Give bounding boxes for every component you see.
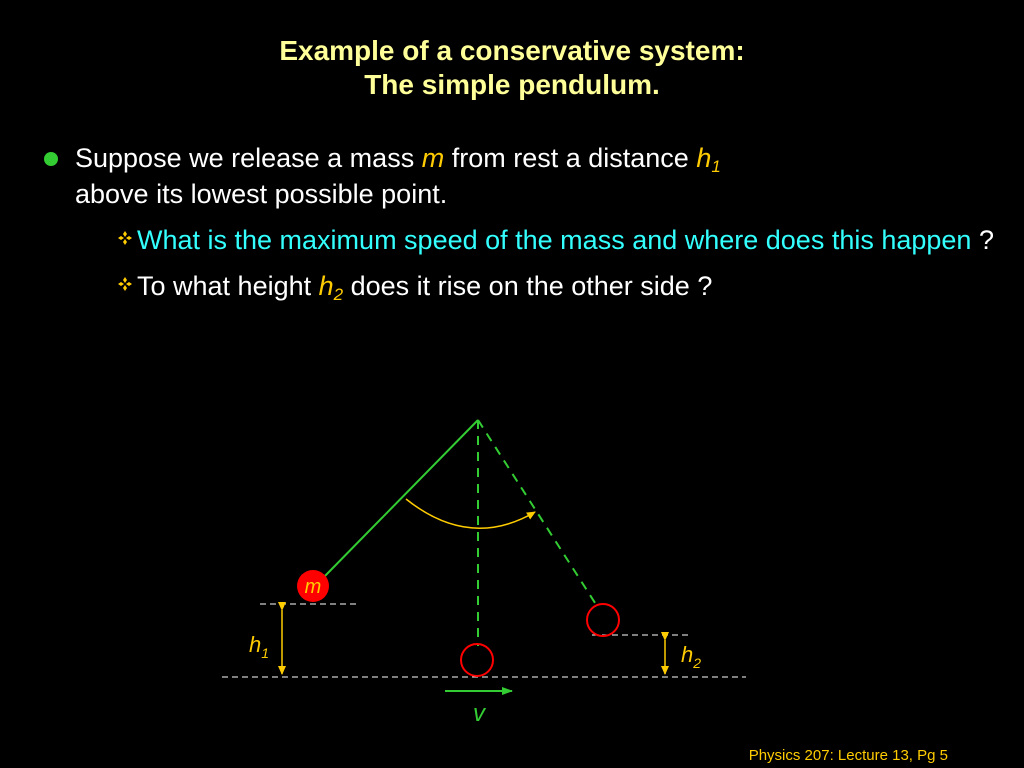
- pendulum-string: [323, 420, 478, 578]
- h2-label: [681, 642, 701, 671]
- footer: Physics 207: Lecture 13, Pg 5: [748, 747, 948, 764]
- mass-label: m: [304, 576, 322, 598]
- h2-letter: h: [318, 271, 334, 301]
- h2-label-subscript: 2: [693, 655, 702, 671]
- bullet-main-text-2: from rest a distance: [444, 143, 697, 173]
- h2-subscript: 2: [333, 285, 344, 304]
- h1-letter: h: [696, 143, 712, 173]
- swing-arc-arrow: [406, 499, 535, 528]
- height-question-text-2: does it rise on the other side ?: [343, 271, 713, 301]
- mass-symbol: m: [421, 143, 445, 173]
- height-question-text-1: To what height: [137, 271, 319, 301]
- mass-bottom-outline: [461, 644, 493, 676]
- h1-label-letter: h: [249, 632, 262, 657]
- max-speed-question: What is the maximum speed of the mass and where does this happen: [137, 225, 972, 255]
- title-line-1: Example of a conservative system:: [279, 35, 745, 66]
- right-dashed-string: [478, 420, 597, 606]
- title-line-2: The simple pendulum.: [364, 69, 660, 100]
- h1-label: [249, 632, 269, 661]
- h2-label-letter: h: [681, 642, 694, 667]
- h1-subscript: 1: [711, 157, 721, 176]
- bullet-main-text-3: above its lowest possible point.: [75, 179, 448, 209]
- mass-right-outline: [587, 604, 619, 636]
- velocity-label: v: [473, 700, 485, 727]
- max-speed-question-mark: ?: [971, 225, 994, 255]
- bullet-main-text-1: Suppose we release a mass: [75, 143, 422, 173]
- h1-label-subscript: 1: [261, 645, 270, 661]
